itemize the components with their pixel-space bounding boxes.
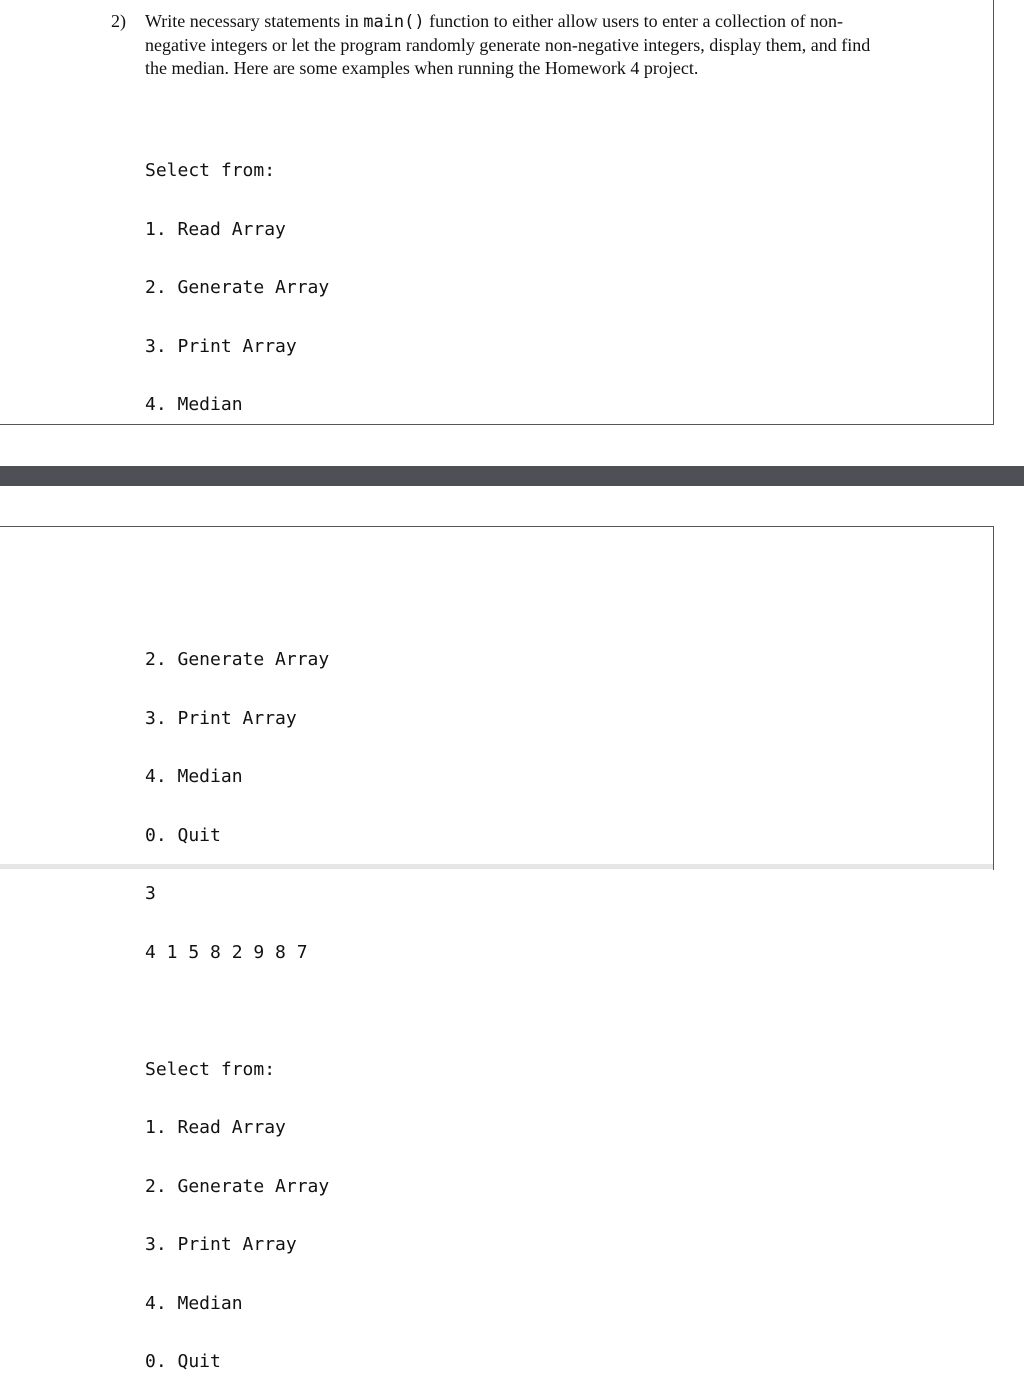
menu-option: 2. Generate Array — [145, 1175, 330, 1197]
question-text-before: Write necessary statements in — [145, 11, 364, 31]
menu-option: 2. Generate Array — [145, 277, 330, 298]
menu-option: 3. Print Array — [145, 335, 297, 357]
menu-header: Select from: — [145, 160, 276, 181]
console-output-bottom — [145, 611, 329, 1391]
menu-option: 4. Median — [145, 1292, 243, 1314]
array-output: 4 1 5 8 2 9 8 7 — [145, 941, 308, 963]
page-bottom-edge — [0, 864, 993, 869]
document-page-top — [0, 0, 994, 425]
menu-option: 0. Quit — [145, 824, 221, 846]
question-number: 2) — [111, 11, 126, 31]
question-code-word: main() — [363, 12, 425, 32]
menu-option: 3. Print Array — [145, 1234, 297, 1255]
page-gap — [0, 425, 1024, 466]
menu-header: Select from: — [145, 1058, 276, 1080]
menu-option: 1. Read Array — [145, 218, 286, 240]
menu-option: 1. Read Array — [145, 1117, 286, 1138]
menu-option: 0. Quit — [145, 1351, 221, 1372]
page-separator-bar — [0, 466, 1024, 486]
menu-option: 2. Generate Array — [145, 649, 330, 670]
question-text — [145, 10, 885, 80]
question-text-after: function to either allow users to enter a collection of non-negative integers or let the program randomly generate non-negative integers, display them, and find the median. Here are some examples when running the Homework 4 project. — [145, 11, 871, 78]
page-gap — [0, 486, 1024, 526]
menu-option: 4. Median — [145, 766, 243, 787]
menu-option: 3. Print Array — [145, 707, 297, 729]
user-input: 3 — [145, 883, 156, 904]
menu-option: 4. Median — [145, 394, 243, 415]
